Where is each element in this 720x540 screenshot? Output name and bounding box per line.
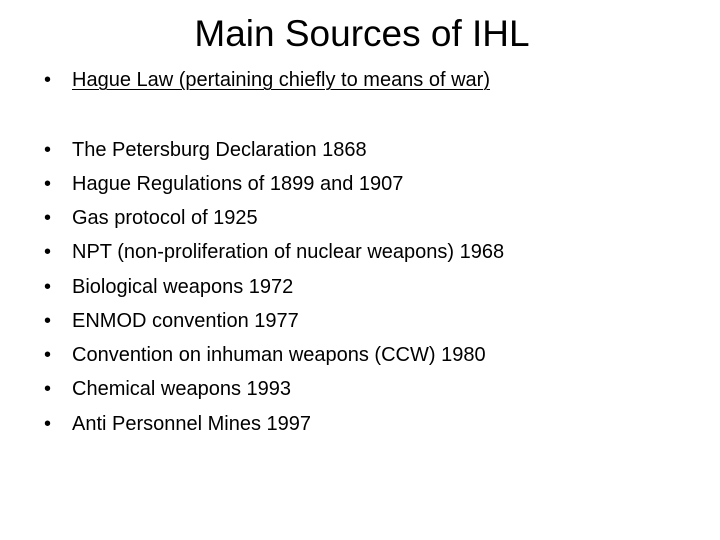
slide-title: Main Sources of IHL — [194, 13, 530, 54]
bullet-dot: • — [44, 378, 52, 400]
bullet-dot: • — [44, 69, 52, 91]
list-item-text: Convention on inhuman weapons (CCW) 1980 — [72, 344, 486, 366]
bullet-dot: • — [44, 276, 52, 298]
list-item-text: Gas protocol of 1925 — [72, 207, 258, 229]
list-item-text: Chemical weapons 1993 — [72, 378, 292, 400]
list-item-text: Hague Law (pertaining chiefly to means of war) — [72, 69, 490, 91]
list-item-text: Anti Personnel Mines 1997 — [72, 413, 312, 435]
list-item-text: Hague Regulations of 1899 and 1907 — [72, 173, 404, 195]
bullet-dot: • — [44, 173, 52, 195]
bullet-dot: • — [44, 310, 52, 332]
list-item-text: ENMOD convention 1977 — [72, 310, 299, 332]
list-item-text: NPT (non-proliferation of nuclear weapons) 1968 — [72, 241, 505, 263]
bullet-dot: • — [44, 344, 52, 366]
list-item-text: The Petersburg Declaration 1868 — [72, 139, 367, 161]
bullet-dot: • — [44, 139, 52, 161]
bullet-dot: • — [44, 413, 52, 435]
bullet-dot: • — [44, 207, 52, 229]
list-item-text: Biological weapons 1972 — [72, 276, 294, 298]
bullet-dot: • — [44, 241, 52, 263]
